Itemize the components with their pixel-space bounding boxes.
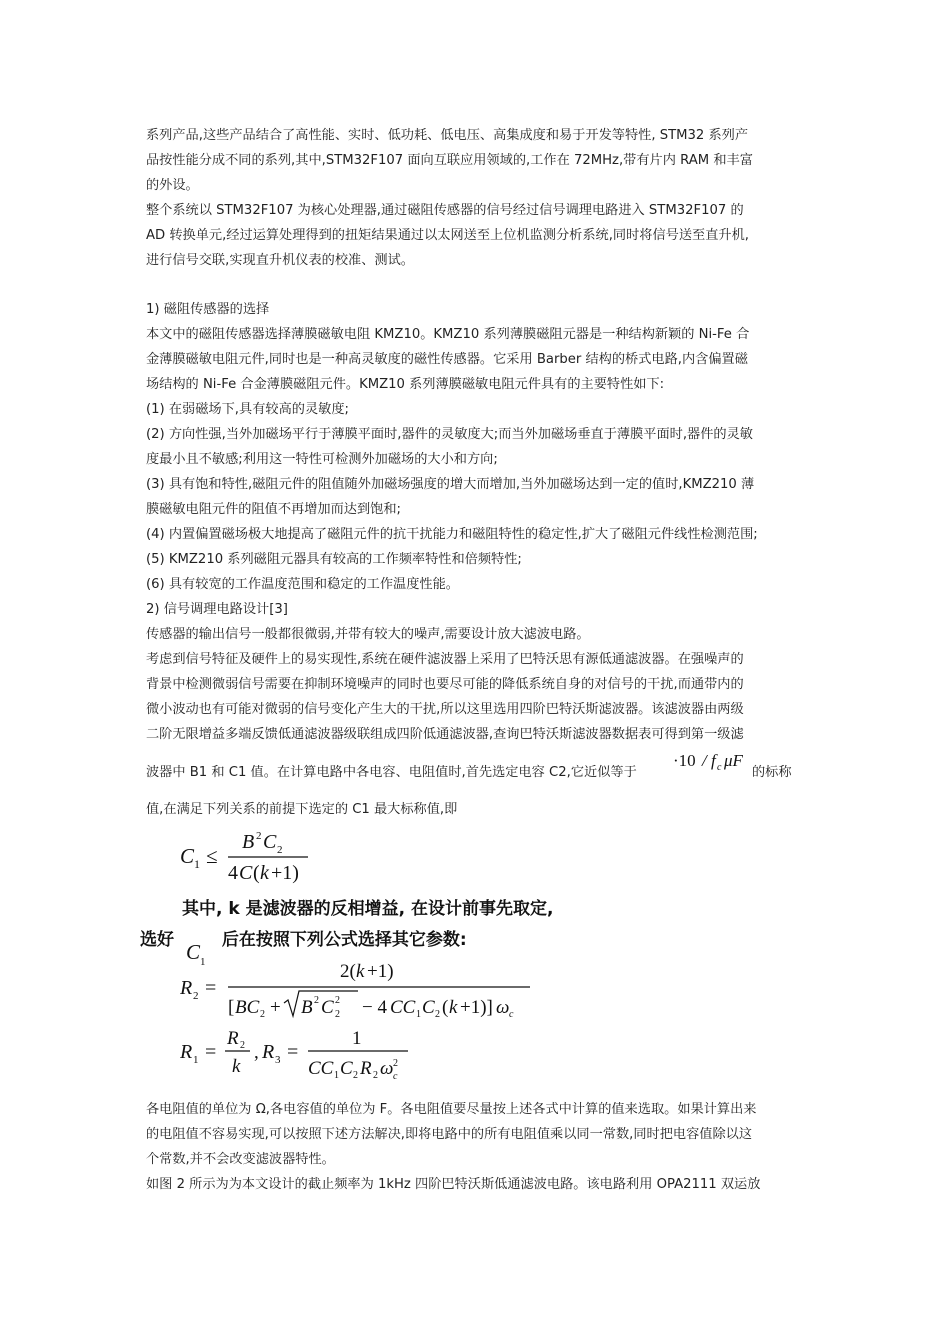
svg-text:C: C: [321, 997, 334, 1018]
svg-text:2: 2: [193, 990, 199, 1002]
svg-text:2(: 2(: [340, 961, 356, 982]
svg-text:=: =: [205, 1041, 217, 1063]
text-line: 本文中的磁阻传感器选择薄膜磁敏电阻 KMZ10。KMZ10 系列薄膜磁阻元器是一种结构新颖的 Ni-Fe 合: [146, 327, 750, 342]
svg-text:C: C: [422, 997, 435, 1018]
svg-text:CC: CC: [390, 997, 416, 1018]
text-line: 值,在满足下列关系的前提下选定的 C1 最大标称值,即: [146, 802, 458, 817]
svg-text:2: 2: [256, 830, 262, 842]
svg-text:1: 1: [194, 857, 200, 871]
svg-text:C: C: [185, 940, 200, 964]
formula-caption: 其中, k 是滤波器的反相增益, 在设计前事先取定,: [182, 899, 554, 919]
formula-caption: [140, 925, 467, 967]
svg-text:2: 2: [393, 1058, 398, 1069]
text-line: 的外设。: [146, 178, 199, 193]
list-item: (5) KMZ210 系列磁阻元器具有较高的工作频率特性和倍频特性;: [146, 552, 522, 567]
list-item: 膜磁敏电阻元件的阻值不再增加而达到饱和;: [146, 502, 402, 517]
svg-text:C: C: [340, 1058, 353, 1079]
text-line: 场结构的 Ni-Fe 合金薄膜磁阻元件。KMZ10 系列薄膜磁敏电阻元件具有的主要特性如下:: [146, 377, 665, 392]
svg-text:2: 2: [260, 1009, 265, 1020]
svg-text:/: /: [702, 751, 707, 770]
svg-text:2: 2: [240, 1040, 245, 1051]
svg-text:,: ,: [254, 1042, 259, 1063]
inline-formula-graphic: [671, 747, 751, 775]
svg-text:≤: ≤: [206, 844, 218, 868]
svg-text:2: 2: [314, 995, 319, 1006]
svg-text:1: 1: [199, 956, 206, 967]
svg-text:·10: ·10: [673, 751, 696, 770]
formula-r1-r3: [180, 1026, 420, 1089]
text-line: 如图 2 所示为为本文设计的截止频率为 1kHz 四阶巴特沃斯低通滤波电路。该电路利用 OPA2111 双运放: [146, 1177, 761, 1192]
svg-text:μF: μF: [724, 751, 743, 770]
svg-text:C: C: [239, 862, 253, 884]
svg-text:c: c: [717, 762, 722, 773]
svg-text:B: B: [242, 831, 255, 853]
svg-text:f: f: [711, 751, 716, 770]
text-line: 金薄膜磁敏电阻元件,同时也是一种高灵敏度的磁性传感器。它采用 Barber 结构的桥式电路,内含偏置磁: [146, 352, 748, 367]
svg-text:+1): +1): [367, 961, 394, 982]
text-line: 品按性能分成不同的系列,其中,STM32F107 面向互联应用领域的,工作在 72MHz,带有片内 RAM 和丰富: [146, 153, 753, 168]
svg-text:+1): +1): [271, 862, 299, 884]
formula-caption-part: 选好: [140, 930, 174, 950]
svg-text:− 4: − 4: [362, 997, 387, 1018]
section-heading: 1) 磁阻传感器的选择: [146, 302, 270, 317]
svg-text:BC: BC: [235, 997, 260, 1018]
svg-text:+1)]: +1)]: [460, 997, 493, 1018]
inline-formula: [671, 747, 751, 775]
svg-text:1: 1: [352, 1028, 362, 1049]
text-line: 传感器的输出信号一般都很微弱,并带有较大的噪声,需要设计放大滤波电路。: [146, 627, 590, 642]
svg-text:C: C: [263, 831, 277, 853]
svg-text:=: =: [287, 1041, 299, 1063]
svg-text:R: R: [227, 1028, 239, 1049]
svg-text:=: =: [205, 977, 217, 999]
text-line: 微小波动也有可能对微弱的信号变化产生大的干扰,所以这里选用四阶巴特沃斯滤波器。该滤波器由两级: [146, 702, 744, 717]
svg-text:k: k: [356, 961, 365, 982]
text-line: 整个系统以 STM32F107 为核心处理器,通过磁阻传感器的信号经过信号调理电路进入 STM32F107 的: [146, 203, 744, 218]
svg-text:2: 2: [373, 1070, 378, 1081]
svg-text:R: R: [262, 1041, 275, 1063]
list-item: (6) 具有较宽的工作温度范围和稳定的工作温度性能。: [146, 577, 459, 592]
svg-text:2: 2: [435, 1009, 440, 1020]
formula-r2-graphic: [180, 958, 540, 1022]
svg-text:2: 2: [277, 844, 283, 856]
svg-text:4: 4: [228, 862, 238, 884]
formula-r2: [180, 958, 540, 1027]
svg-text:R: R: [180, 977, 193, 999]
text-line: 背景中检测微弱信号需要在抑制环境噪声的同时也要尽可能的降低系统自身的对信号的干扰,而通带内的: [146, 677, 744, 692]
svg-text:c: c: [509, 1009, 514, 1020]
list-item: (3) 具有饱和特性,磁阻元件的阻值随外加磁场强度的增大而增加,当外加磁场达到一定的值时,KMZ210 薄: [146, 477, 755, 492]
svg-text:+: +: [270, 997, 281, 1018]
svg-text:1: 1: [334, 1070, 339, 1081]
list-item: (1) 在弱磁场下,具有较高的灵敏度;: [146, 402, 349, 417]
svg-text:(: (: [253, 862, 260, 884]
text-line: 的电阻值不容易实现,可以按照下述方法解决,即将电路中的所有电阻值乘以同一常数,同时把电容值除以这: [146, 1127, 753, 1142]
svg-text:k: k: [232, 1056, 241, 1077]
svg-text:R: R: [180, 1041, 193, 1063]
formula-r1-r3-graphic: [180, 1026, 420, 1084]
formula-c1-condition: [180, 826, 320, 892]
text-segment: 波器中 B1 和 C1 值。在计算电路中各电容、电阻值时,首先选定电容 C2,它近似等于: [146, 765, 637, 780]
text-line: 进行信号交联,实现直升机仪表的校准、测试。: [146, 253, 414, 268]
text-line: 考虑到信号特征及硬件上的易实现性,系统在硬件滤波器上采用了巴特沃思有源低通滤波器。在强噪声的: [146, 652, 744, 667]
list-item: (4) 内置偏置磁场极大地提高了磁阻元件的抗干扰能力和磁阻特性的稳定性,扩大了磁阻元件线性检测范围;: [146, 527, 758, 542]
formula-c1-graphic: [180, 826, 320, 886]
svg-text:1: 1: [193, 1054, 199, 1066]
text-line: 系列产品,这些产品结合了高性能、实时、低功耗、低电压、高集成度和易于开发等特性, STM32 系列产: [146, 128, 749, 143]
text-line: AD 转换单元,经过运算处理得到的扭矩结果通过以太网送至上位机监测分析系统,同时将信号送至直升机,: [146, 228, 750, 243]
svg-text:B: B: [301, 997, 313, 1018]
svg-text:3: 3: [275, 1054, 281, 1066]
svg-text:k: k: [260, 862, 269, 884]
text-line: 个常数,并不会改变滤波器特性。: [146, 1152, 335, 1167]
svg-text:2: 2: [335, 995, 340, 1006]
svg-text:c: c: [393, 1071, 398, 1082]
svg-text:C: C: [180, 844, 195, 868]
svg-text:[: [: [228, 997, 235, 1018]
svg-text:2: 2: [335, 1009, 340, 1020]
section-heading: 2) 信号调理电路设计[3]: [146, 602, 288, 617]
svg-text:1: 1: [416, 1009, 421, 1020]
list-item: (2) 方向性强,当外加磁场平行于薄膜平面时,器件的灵敏度大;而当外加磁场垂直于薄膜平面时,器件的灵敏: [146, 427, 753, 442]
svg-text:CC: CC: [308, 1058, 334, 1079]
svg-text:2: 2: [353, 1070, 358, 1081]
svg-text:ω: ω: [496, 997, 510, 1018]
text-line: 二阶无限增益多端反馈低通滤波器级联组成四阶低通滤波器,查询巴特沃斯滤波器数据表可得到第一级滤: [146, 727, 744, 742]
list-item: 度最小且不敏感;利用这一特性可检测外加磁场的大小和方向;: [146, 452, 498, 467]
svg-text:k: k: [449, 997, 458, 1018]
formula-caption-part: 后在按照下列公式选择其它参数:: [221, 930, 467, 950]
svg-text:(: (: [442, 997, 449, 1018]
text-line: 各电阻值的单位为 Ω,各电容值的单位为 F。各电阻值要尽量按上述各式中计算的值来选取。如果计算出来: [146, 1102, 757, 1117]
svg-text:R: R: [360, 1058, 372, 1079]
svg-text:ω: ω: [380, 1058, 394, 1079]
text-line: 的标称: [752, 765, 792, 780]
